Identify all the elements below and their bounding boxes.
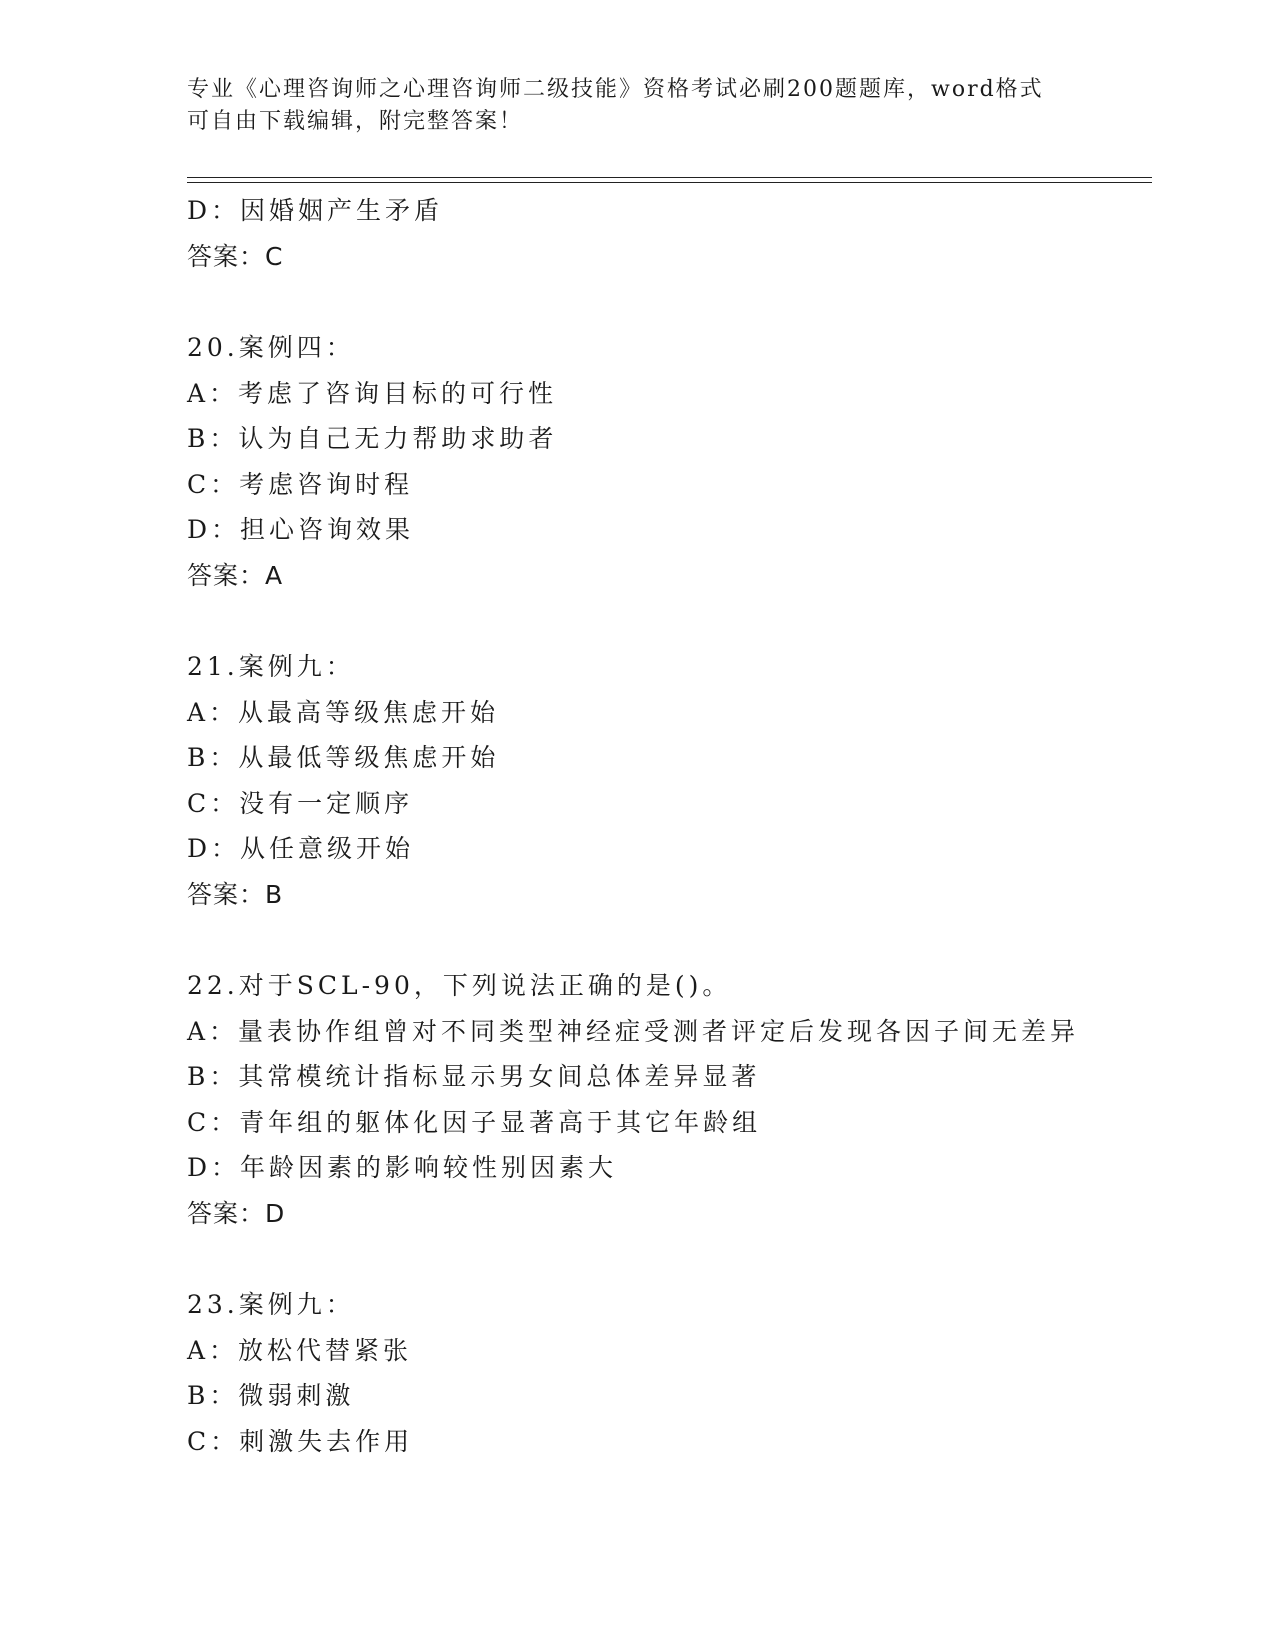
header-divider-top xyxy=(187,177,1152,178)
question-22 xyxy=(187,963,1152,1236)
header-line-1: 专业《心理咨询师之心理咨询师二级技能》资格考试必刷200题题库，word格式 xyxy=(187,77,1044,102)
option-b: B：认为自己无力帮助求助者 xyxy=(187,424,558,453)
option-c: C：青年组的躯体化因子显著高于其它年龄组 xyxy=(187,1107,762,1137)
header-line-2: 可自由下载编辑，附完整答案！ xyxy=(187,109,524,134)
option-b: B：微弱刺激 xyxy=(187,1381,355,1410)
question-23 xyxy=(187,1282,1152,1464)
question-stem: 20.案例四： xyxy=(187,333,355,362)
document-header xyxy=(187,74,1087,138)
answer-line: 答案：D xyxy=(187,1198,286,1228)
option-b: B：从最低等级焦虑开始 xyxy=(187,743,500,772)
question-20 xyxy=(187,325,1152,598)
answer-line: 答案：A xyxy=(187,560,284,590)
option-d: D：担心咨询效果 xyxy=(187,515,415,544)
answer-line: 答案：C xyxy=(187,241,284,271)
option-a: A：量表协作组曾对不同类型神经症受测者评定后发现各因子间无差异 xyxy=(187,1016,1080,1046)
option-d: D：从任意级开始 xyxy=(187,834,415,863)
question-stem: 21.案例九： xyxy=(187,652,355,681)
option-d: D：因婚姻产生矛盾 xyxy=(187,196,444,225)
option-c: C：没有一定顺序 xyxy=(187,788,414,818)
answer-line: 答案：B xyxy=(187,879,284,909)
question-list xyxy=(187,188,1152,1464)
question-stem: 22.对于SCL-90，下列说法正确的是()。 xyxy=(187,971,732,1000)
option-b: B：其常模统计指标显示男女间总体差异显著 xyxy=(187,1062,761,1091)
option-c: C：考虑咨询时程 xyxy=(187,469,414,499)
option-d: D：年龄因素的影响较性别因素大 xyxy=(187,1153,618,1182)
question-21 xyxy=(187,644,1152,917)
option-a: A：考虑了咨询目标的可行性 xyxy=(187,378,558,408)
option-c: C：刺激失去作用 xyxy=(187,1426,414,1456)
question-19-continued xyxy=(187,188,1152,279)
question-stem: 23.案例九： xyxy=(187,1290,355,1319)
option-a: A：从最高等级焦虑开始 xyxy=(187,697,500,727)
header-divider-bottom xyxy=(187,182,1152,183)
option-a: A：放松代替紧张 xyxy=(187,1335,413,1365)
